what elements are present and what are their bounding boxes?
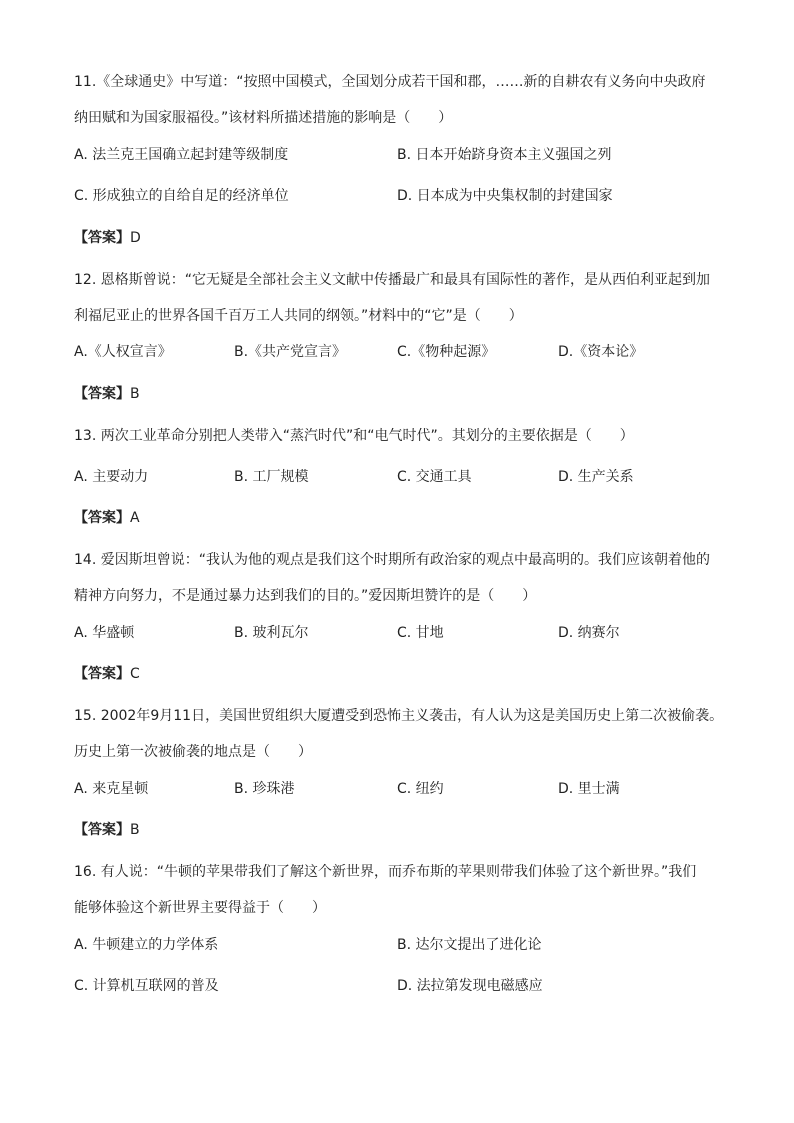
question-16-option-d: D. 法拉第发现电磁感应 — [397, 978, 543, 994]
question-14-option-a: A. 华盛顿 — [74, 625, 135, 641]
question-13-stem-line-1: 13. 两次工业革命分别把人类带入“蒸汽时代”和“电气时代”。其划分的主要依据是（ ） — [74, 428, 634, 444]
answer-value: C — [130, 666, 140, 682]
question-16-option-a: A. 牛顿建立的力学体系 — [74, 937, 219, 953]
question-11-answer — [74, 228, 141, 248]
answer-label: 【答案】 — [74, 666, 130, 682]
question-13-option-c: C. 交通工具 — [397, 469, 472, 485]
question-14-option-d: D. 纳赛尔 — [558, 625, 620, 641]
question-11-option-a: A. 法兰克王国确立起封建等级制度 — [74, 147, 289, 163]
question-14-option-b: B. 玻利瓦尔 — [234, 625, 309, 641]
question-11-stem-line-2: 纳田赋和为国家服福役。”该材料所描述措施的影响是（ ） — [74, 110, 453, 126]
question-11-option-d: D. 日本成为中央集权制的封建国家 — [397, 188, 613, 204]
answer-value: B — [130, 386, 140, 402]
question-13-option-a: A. 主要动力 — [74, 469, 149, 485]
question-13-option-b: B. 工厂规模 — [234, 469, 309, 485]
question-11-stem-line-1: 11.《全球通史》中写道：“按照中国模式，全国划分成若干国和郡，……新的自耕农有义务向中央政府 — [74, 74, 706, 90]
question-15-option-b: B. 珍珠港 — [234, 781, 295, 797]
answer-label: 【答案】 — [74, 822, 130, 838]
question-13-option-d: D. 生产关系 — [558, 469, 634, 485]
question-13-answer — [74, 508, 140, 528]
question-14-answer — [74, 664, 140, 684]
question-12-option-b: B.《共产党宣言》 — [234, 344, 347, 360]
question-15-option-a: A. 来克星顿 — [74, 781, 149, 797]
question-15-answer — [74, 820, 140, 840]
question-15-stem-line-1: 15. 2002年9月11日，美国世贸组织大厦遭受到恐怖主义袭击，有人认为这是美国历史上第二次被偷袭。 — [74, 708, 724, 724]
question-11-option-b: B. 日本开始跻身资本主义强国之列 — [397, 147, 612, 163]
question-11-option-c: C. 形成独立的自给自足的经济单位 — [74, 188, 289, 204]
answer-label: 【答案】 — [74, 510, 130, 526]
question-12-stem-line-1: 12. 恩格斯曾说：“它无疑是全部社会主义文献中传播最广和最具有国际性的著作，是从西伯利亚起到加 — [74, 272, 710, 288]
question-14-stem-line-2: 精神方向努力，不是通过暴力达到我们的目的。”爱因斯坦赞许的是（ ） — [74, 588, 537, 604]
question-15-stem-line-2: 历史上第一次被偷袭的地点是（ ） — [74, 744, 312, 760]
answer-value: A — [130, 510, 140, 526]
question-14-option-c: C. 甘地 — [397, 625, 444, 641]
answer-value: B — [130, 822, 140, 838]
question-12-answer — [74, 384, 140, 404]
question-16-option-b: B. 达尔文提出了进化论 — [397, 937, 542, 953]
question-15-option-c: C. 纽约 — [397, 781, 444, 797]
answer-value: D — [130, 230, 141, 246]
question-16-stem-line-2: 能够体验这个新世界主要得益于（ ） — [74, 900, 326, 916]
answer-label: 【答案】 — [74, 386, 130, 402]
question-12-option-a: A.《人权宣言》 — [74, 344, 172, 360]
question-12-option-d: D.《资本论》 — [558, 344, 644, 360]
question-12-stem-line-2: 利福尼亚止的世界各国千百万工人共同的纲领。”材料中的“它”是（ ） — [74, 308, 523, 324]
question-12-option-c: C.《物种起源》 — [397, 344, 496, 360]
question-16-stem-line-1: 16. 有人说：“牛顿的苹果带我们了解这个新世界，而乔布斯的苹果则带我们体验了这个新世界。”我们 — [74, 864, 697, 880]
question-15-option-d: D. 里士满 — [558, 781, 620, 797]
question-16-option-c: C. 计算机互联网的普及 — [74, 978, 219, 994]
answer-label: 【答案】 — [74, 230, 130, 246]
question-14-stem-line-1: 14. 爱因斯坦曾说：“我认为他的观点是我们这个时期所有政治家的观点中最高明的。我们应该朝着他的 — [74, 552, 710, 568]
